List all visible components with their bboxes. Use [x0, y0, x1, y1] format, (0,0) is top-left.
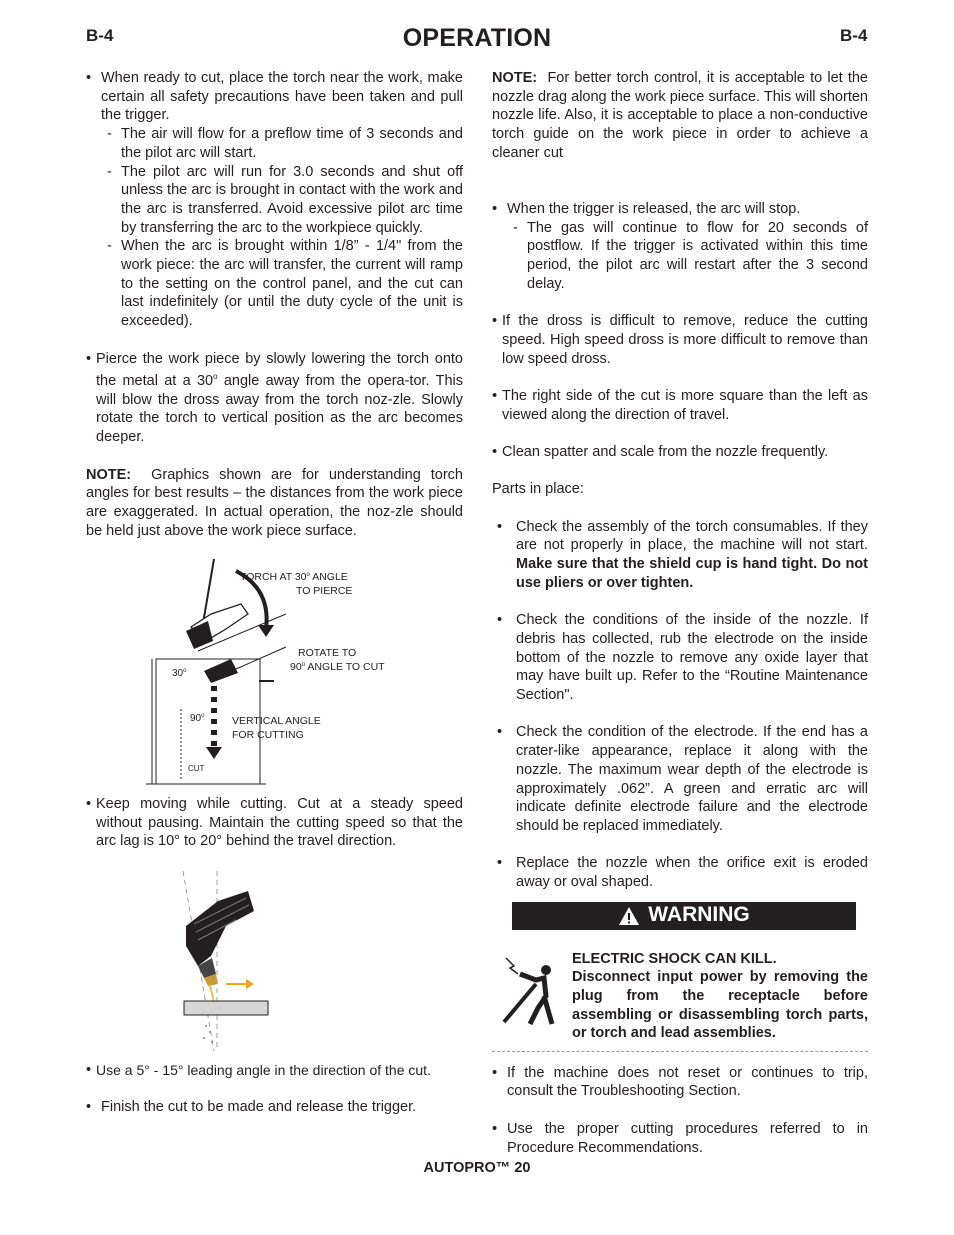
torch-angle-diagram [86, 559, 463, 791]
torch-leading-angle-illustration [86, 866, 463, 1061]
bullet-text: When ready to cut, place the torch near the work, make certain all safety precautions have been taken and pull the trigger. [101, 70, 463, 124]
label-90-angle: 90 [290, 661, 302, 674]
warning-text: Disconnect input power by removing the plug from the receptacle before assembling or disassembling torch parts, or torch and lead assemblies. [572, 969, 868, 1042]
parts-in-place-heading: Parts in place: [492, 481, 584, 498]
bullet-ready-to-cut: • When ready to cut, place the torch near the work, make certain all safety precautions have been taken and pull the trigger. - The air will flow for a preflow time of 3 seconds and the pilot arc will start. - The pilot arc will run for 3.0 seconds and shut off unless the arc is brought in contact with the work and the arc is transferred. Avoid excessive pilot arc time by transferring the arc to the workpiece quickly. - When the arc is brought within 1/8” - 1/4" from the work piece: the arc will transfer, the current will ramp to the setting on the control panel, and the cut can last indefinitely (or until the duty cycle of the unit is exceeded). [86, 70, 463, 330]
label-vertical-angle: VERTICAL ANGLE [232, 715, 321, 728]
bullet-keep-moving: • Keep moving while cutting. Cut at a steady speed without pausing. Maintain the cutting speed so that the arc lag is 10° to 20° behind the travel direction. [86, 796, 463, 850]
svg-text:90o ANGLE TO CUT: 90$^o$ ANGLE TO CUT [290, 661, 385, 674]
label-for-cutting: FOR CUTTING [232, 729, 304, 742]
divider [492, 1051, 868, 1052]
bullet-trigger-release: • When the trigger is released, the arc will stop. - The gas will continue to flow for 20 seconds of postflow. If the trigger is activated within this time period, the pilot arc will restart after the 3 second delay. [492, 200, 868, 292]
bullet-check-assembly: • Check the assembly of the torch consumables. If they are not properly in place, the machine will not start. Make sure that the shield cup is hand tight. Do not use pliers or over tighten. [497, 518, 868, 591]
label-rotate-to: ROTATE TO [298, 647, 357, 660]
bullet-check-electrode: • Check the condition of the electrode. If the end has a crater-like appearance, replace it along with the nozzle. The maximum wear depth of the electrode is approximately .062”. A green and erratic arc will indicate definite electrode failure and the electrode should be replaced immediately. [497, 724, 868, 834]
page-number-left: B-4 [86, 26, 114, 45]
sub-item-arc-transfer: - When the arc is brought within 1/8” - 1/4" from the work piece: the arc will transfer, the current will ramp to the setting on the control panel, and the cut can last indefinitely (or until the duty cycle of the unit is exceeded). [107, 238, 463, 330]
svg-text:90o: 90$^o$ [190, 713, 205, 725]
page-number-right: B-4 [840, 26, 868, 45]
svg-text:TORCH AT 30o ANGLE: TORCH AT 30$^o$ ANGLE [240, 571, 348, 584]
label-30-deg: 30 [172, 668, 184, 680]
label-90-deg: 90 [190, 713, 202, 725]
sub-item-pilot-arc: - The pilot arc will run for 3.0 seconds and shut off unless the arc is brought in contact with the work and the arc is transferred. Avoid excessive pilot arc time by transferring the arc to the workpiece quickly. [107, 163, 463, 236]
warning-title: ELECTRIC SHOCK CAN KILL. [572, 950, 777, 967]
bullet-check-nozzle: • Check the conditions of the inside of the nozzle. If debris has collected, rub the electrode on the inside bottom of the nozzle to remove any oxide layer that may have built up. Refer to the “Routine Maintenance Section". [497, 612, 868, 704]
bullet-replace-nozzle: • Replace the nozzle when the orifice exit is eroded away or oval shaped. [497, 855, 868, 891]
electric-shock-warning [492, 950, 868, 1043]
sub-item-postflow: - The gas will continue to flow for 20 seconds of postflow. If the trigger is activated within this time period, the pilot arc will restart after the 3 second delay. [513, 219, 868, 292]
footer-product-name: AUTOPRO™ 20 [423, 1160, 531, 1176]
warning-banner: WARNING [512, 902, 856, 930]
label-torch-at-30: TORCH AT 30 [240, 571, 307, 584]
bullet-right-side: • The right side of the cut is more square than the left as viewed along the direction of travel. [492, 387, 868, 423]
bullet-procedures: • Use the proper cutting procedures referred to in Procedure Recommendations. [492, 1120, 868, 1156]
leading-angle-diagram [86, 866, 463, 1061]
bullet-machine-reset: • If the machine does not reset or continues to trip, consult the Troubleshooting Section. [492, 1064, 868, 1100]
torch-angle-illustration [86, 559, 463, 791]
bullet-leading-angle: • Use a 5° - 15° leading angle in the direction of the cut. [86, 1061, 431, 1078]
note-graphics: NOTE: Graphics shown are for understanding torch angles for best results – the distances from the work piece are exaggerated. In actual operation, the noz-zle should be held just above the work piece surface. [86, 466, 463, 539]
label-cut: CUT [188, 764, 205, 774]
sub-item-preflow: - The air will flow for a preflow time of 3 seconds and the pilot arc will start. [107, 126, 463, 161]
svg-text:30o: 30$^o$ [172, 668, 187, 680]
electric-shock-icon [492, 950, 568, 1026]
left-column [86, 69, 463, 1136]
bullet-dross: • If the dross is difficult to remove, reduce the cutting speed. High speed dross is more difficult to remove than low speed dross. [492, 313, 868, 367]
label-to-pierce: TO PIERCE [296, 585, 353, 598]
right-column [492, 69, 868, 1176]
note-torch-control: NOTE: For better torch control, it is acceptable to let the nozzle drag along the work piece surface. This will shorten nozzle life. Also, it is acceptable to place a non-conductive torch guide on the work piece in order to achieve a cleaner cut [492, 70, 868, 161]
bullet-finish-cut: • Finish the cut to be made and release the trigger. [86, 1099, 417, 1116]
page-title: OPERATION [402, 24, 552, 52]
warning-triangle-icon [618, 906, 640, 926]
bullet-pierce: • Pierce the work piece by slowly lowering the torch onto the metal at a 30$^o$ angle away from the opera-tor. This will blow the dross away from the torch noz-zle. Slowly rotate the torch to vertical position as the arc becomes deeper. [86, 350, 464, 446]
bullet-clean-spatter: • Clean spatter and scale from the nozzle frequently. [492, 443, 829, 460]
